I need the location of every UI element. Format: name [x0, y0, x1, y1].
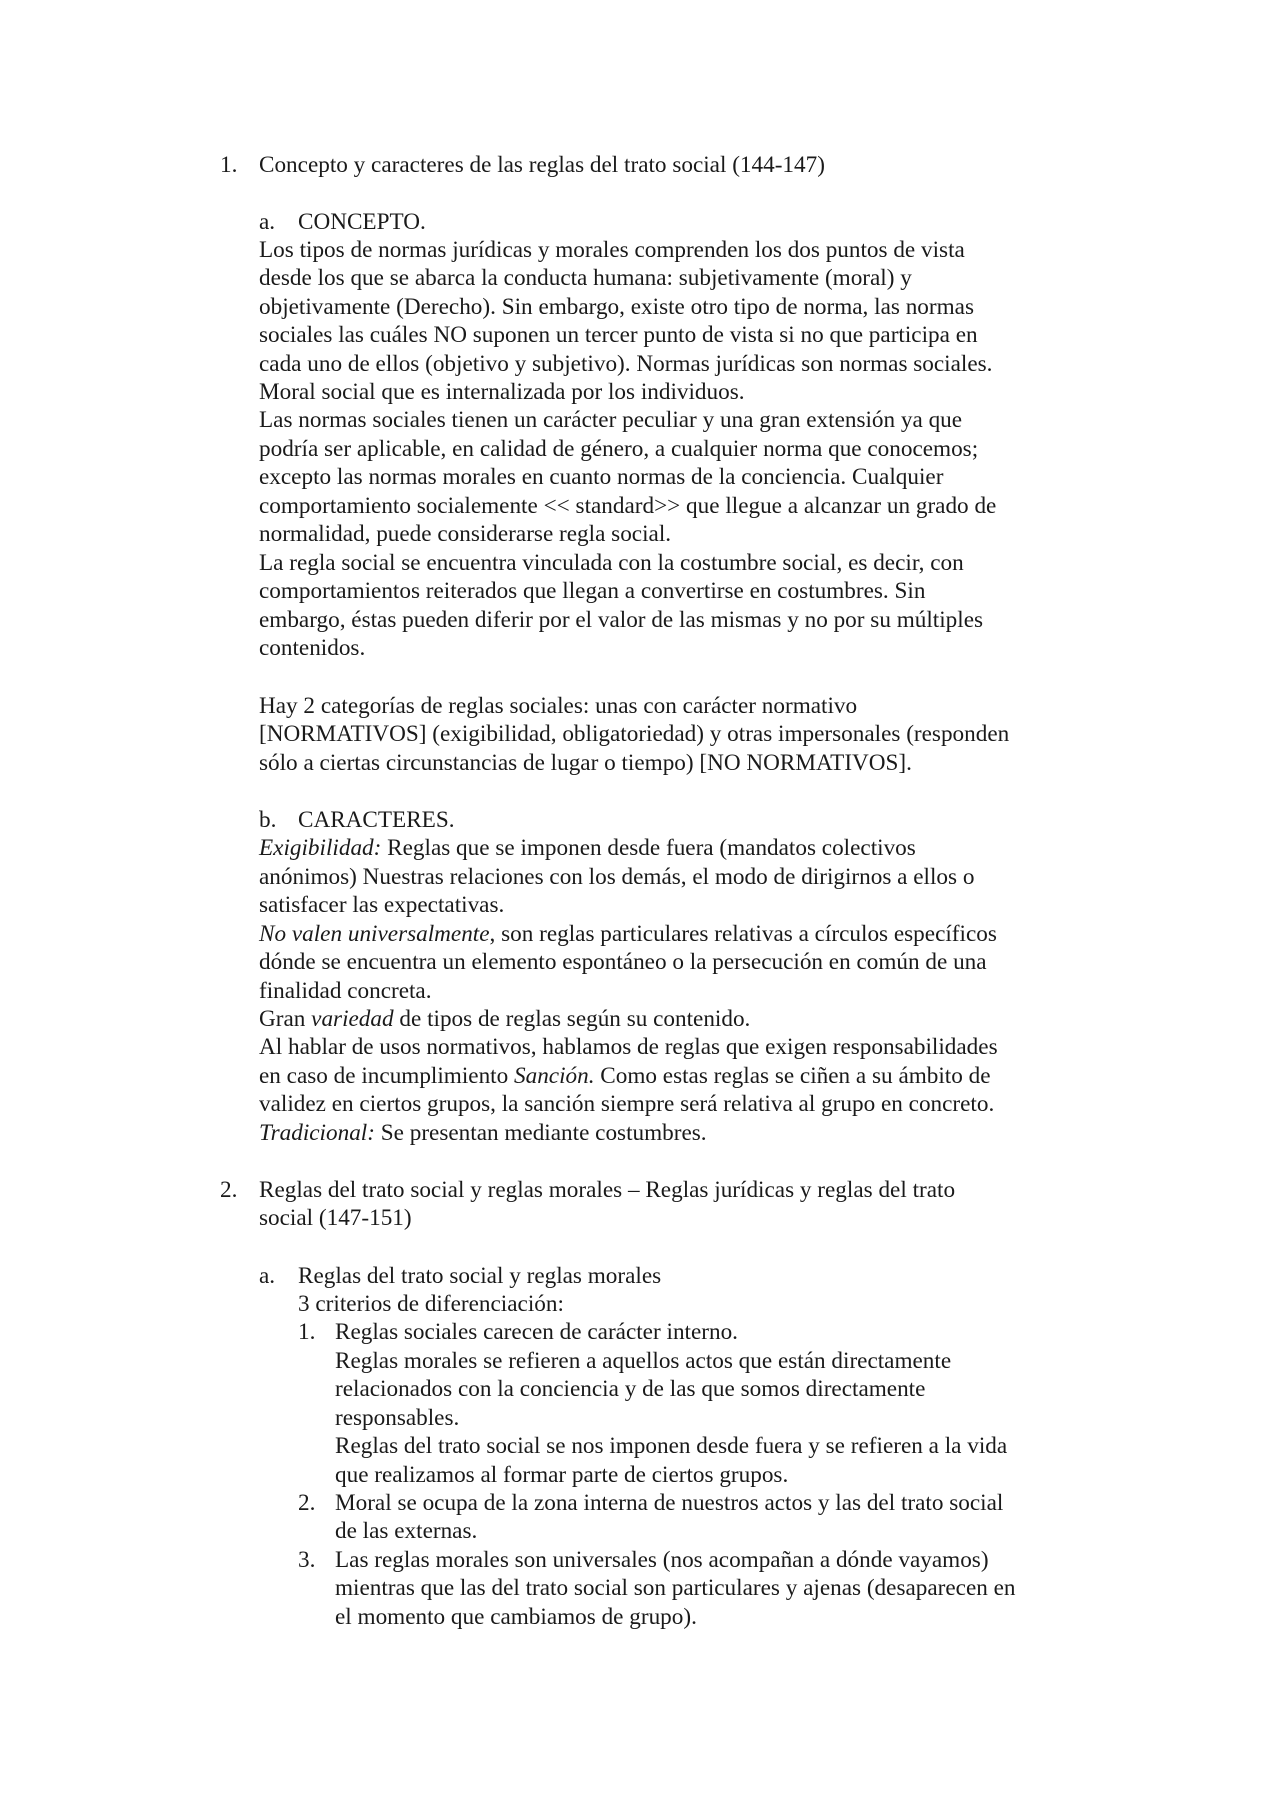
- concepto-p1-line: objetivamente (Derecho). Sin embargo, existe otro tipo de norma, las normas: [259, 294, 974, 320]
- section-2-title: Reglas del trato social y reglas morales – Reglas jurídicas y reglas del trato: [259, 1177, 956, 1203]
- criterion-line: mientras que las del trato social son particulares y ajenas (desaparecen en: [335, 1575, 1016, 1601]
- sub-b-letter: b.: [259, 807, 277, 833]
- variedad-line: [259, 1005, 750, 1033]
- section-2-sub-a-heading: Reglas del trato social y reglas morales: [298, 1263, 662, 1289]
- criterion-line: el momento que cambiamos de grupo).: [335, 1604, 697, 1630]
- concepto-p3-line: embargo, éstas pueden diferir por el valor de las mismas y no por su múltiples: [259, 607, 984, 633]
- tradicional-line: [259, 1119, 707, 1147]
- exigibilidad-line: anónimos) Nuestras relaciones con los demás, el modo de dirigirnos a ellos o: [259, 864, 975, 890]
- concepto-p3-line: contenidos.: [259, 635, 366, 661]
- criterion-number: 1.: [298, 1319, 316, 1345]
- concepto-p3-line: comportamientos reiterados que llegan a convertirse en costumbres. Sin: [259, 578, 926, 604]
- usos-text: Como estas reglas se ciñen a su ámbito de: [594, 1063, 991, 1089]
- concepto-p2-line: Las normas sociales tienen un carácter peculiar y una gran extensión ya que: [259, 407, 963, 433]
- section-2-number: 2.: [220, 1177, 238, 1203]
- concepto-p4-line: Hay 2 categorías de reglas sociales: unas con carácter normativo: [259, 693, 858, 719]
- criterion-line: Reglas morales se refieren a aquellos actos que están directamente: [335, 1348, 952, 1374]
- criterion-line: de las externas.: [335, 1518, 478, 1544]
- usos-line: Al hablar de usos normativos, hablamos de reglas que exigen responsabilidades: [259, 1034, 998, 1060]
- exigibilidad-text: Reglas que se imponen desde fuera (mandatos colectivos: [381, 835, 916, 861]
- concepto-p3-line: La regla social se encuentra vinculada con la costumbre social, es decir, con: [259, 550, 964, 576]
- usos-line: validez en ciertos grupos, la sanción siempre será relativa al grupo en concreto.: [259, 1091, 995, 1117]
- concepto-p2-line: normalidad, puede considerarse regla social.: [259, 521, 672, 547]
- criterios-intro: 3 criterios de diferenciación:: [298, 1291, 564, 1317]
- sub-a-letter: a.: [259, 209, 276, 235]
- criterion-line: responsables.: [335, 1405, 460, 1431]
- section-1-number: 1.: [220, 152, 238, 178]
- usos-line: [259, 1062, 991, 1090]
- universal-line: [259, 920, 997, 948]
- criterion-line: Reglas sociales carecen de carácter interno.: [335, 1319, 738, 1345]
- concepto-p2-line: excepto las normas morales en cuanto normas de la conciencia. Cualquier: [259, 464, 944, 490]
- universal-line: finalidad concreta.: [259, 978, 432, 1004]
- criterion-line: Las reglas morales son universales (nos acompañan a dónde vayamos): [335, 1547, 989, 1573]
- concepto-p1-line: cada uno de ellos (objetivo y subjetivo). Normas jurídicas son normas sociales.: [259, 351, 993, 377]
- sub-b-heading: CARACTERES.: [298, 807, 455, 833]
- variedad-pre: Gran: [259, 1006, 312, 1032]
- universal-line: dónde se encuentra un elemento espontáneo o la persecución en común de una: [259, 949, 987, 975]
- exigibilidad-line: satisfacer las expectativas.: [259, 892, 505, 918]
- criterion-line: Moral se ocupa de la zona interna de nuestros actos y las del trato social: [335, 1490, 1004, 1516]
- concepto-p1-line: Los tipos de normas jurídicas y morales comprenden los dos puntos de vista: [259, 237, 965, 263]
- concepto-p4-line: sólo a ciertas circunstancias de lugar o tiempo) [NO NORMATIVOS].: [259, 750, 912, 776]
- section-2-title: social (147-151): [259, 1205, 412, 1231]
- variedad-text: de tipos de reglas según su contenido.: [393, 1006, 751, 1032]
- concepto-p1-line: Moral social que es internalizada por los individuos.: [259, 379, 745, 405]
- universal-text: , son reglas particulares relativas a círculos específicos: [489, 921, 997, 947]
- criterion-line: Reglas del trato social se nos imponen desde fuera y se refieren a la vida: [335, 1433, 1008, 1459]
- concepto-p1-line: desde los que se abarca la conducta humana: subjetivamente (moral) y: [259, 265, 912, 291]
- exigibilidad-line: [259, 834, 916, 862]
- exigibilidad-term: Exigibilidad:: [259, 835, 382, 861]
- variedad-term: variedad: [311, 1006, 394, 1032]
- usos-pre: en caso de incumplimiento: [259, 1063, 514, 1089]
- sub-a-heading: CONCEPTO.: [298, 209, 426, 235]
- criterion-number: 2.: [298, 1490, 316, 1516]
- criterion-line: que realizamos al formar parte de ciertos grupos.: [335, 1462, 789, 1488]
- tradicional-text: Se presentan mediante costumbres.: [374, 1120, 707, 1146]
- criterion-number: 3.: [298, 1547, 316, 1573]
- universal-term: No valen universalmente: [259, 921, 490, 947]
- section-2-sub-a-letter: a.: [259, 1263, 276, 1289]
- tradicional-term: Tradicional:: [259, 1120, 375, 1146]
- section-1-title: Concepto y caracteres de las reglas del trato social (144-147): [259, 152, 825, 178]
- concepto-p2-line: podría ser aplicable, en calidad de género, a cualquier norma que conocemos;: [259, 436, 979, 462]
- concepto-p2-line: comportamiento socialemente << standard>> que llegue a alcanzar un grado de: [259, 493, 997, 519]
- concepto-p1-line: sociales las cuáles NO suponen un tercer punto de vista si no que participa en: [259, 322, 978, 348]
- sancion-term: Sanción.: [514, 1063, 595, 1089]
- criterion-line: relacionados con la conciencia y de las que somos directamente: [335, 1376, 926, 1402]
- concepto-p4-line: [NORMATIVOS] (exigibilidad, obligatoriedad) y otras impersonales (responden: [259, 721, 1010, 747]
